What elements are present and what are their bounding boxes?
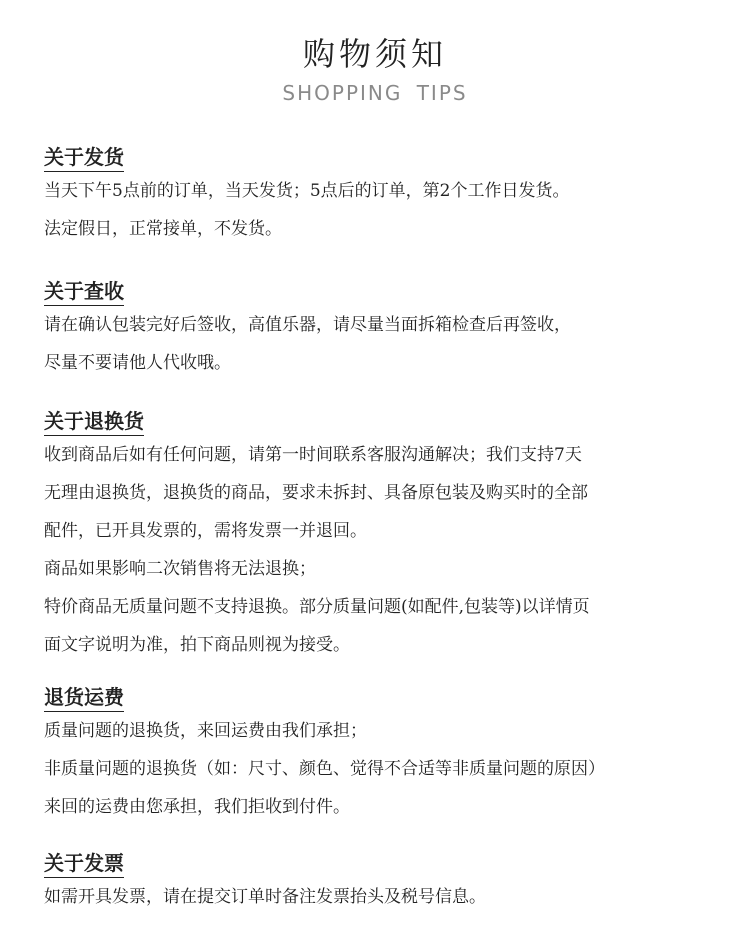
section-return-shipping [44, 684, 724, 826]
text-line: 收到商品后如有任何问题，请第一时间联系客服沟通解决；我们支持7天 [44, 445, 582, 465]
text-line: 配件，已开具发票的，需将发票一并退回。 [44, 521, 367, 541]
text-line: 特价商品无质量问题不支持退换。部分质量问题(如配件,包装等)以详情页 [44, 597, 590, 617]
text-line: 尽量不要请他人代收哦。 [44, 353, 231, 373]
text-line: 商品如果影响二次销售将无法退换； [44, 559, 316, 579]
section-heading-shipping: 关于发货 [44, 144, 124, 172]
text-line: 法定假日，正常接单，不发货。 [44, 219, 282, 239]
section-body-invoice [44, 878, 724, 916]
section-inspection [44, 278, 724, 382]
section-body-returns [44, 436, 724, 664]
section-heading-invoice: 关于发票 [44, 850, 124, 878]
text-line: 面文字说明为准，拍下商品则视为接受。 [44, 635, 350, 655]
text-line: 非质量问题的退换货（如：尺寸、颜色、觉得不合适等非质量问题的原因） [44, 759, 605, 779]
text-line: 质量问题的退换货，来回运费由我们承担； [44, 721, 367, 741]
section-invoice [44, 850, 724, 916]
page-title: 购物须知 [302, 35, 447, 73]
section-shipping [44, 144, 724, 248]
text-line: 来回的运费由您承担，我们拒收到付件。 [44, 797, 350, 817]
text-line: 无理由退换货，退换货的商品，要求未拆封、具备原包装及购买时的全部 [44, 483, 588, 503]
page-subtitle: SHOPPING TIPS [282, 81, 468, 105]
section-returns [44, 408, 724, 664]
section-body-return-shipping [44, 712, 724, 826]
section-heading-inspection: 关于查收 [44, 278, 124, 306]
text-line: 请在确认包装完好后签收，高值乐器，请尽量当面拆箱检查后再签收， [44, 315, 571, 335]
section-body-shipping [44, 172, 724, 248]
section-body-inspection [44, 306, 724, 382]
section-heading-returns: 关于退换货 [44, 408, 144, 436]
section-heading-return-shipping: 退货运费 [44, 684, 124, 712]
text-line: 如需开具发票，请在提交订单时备注发票抬头及税号信息。 [44, 887, 486, 907]
text-line: 当天下午5点前的订单，当天发货；5点后的订单，第2个工作日发货。 [44, 181, 570, 201]
